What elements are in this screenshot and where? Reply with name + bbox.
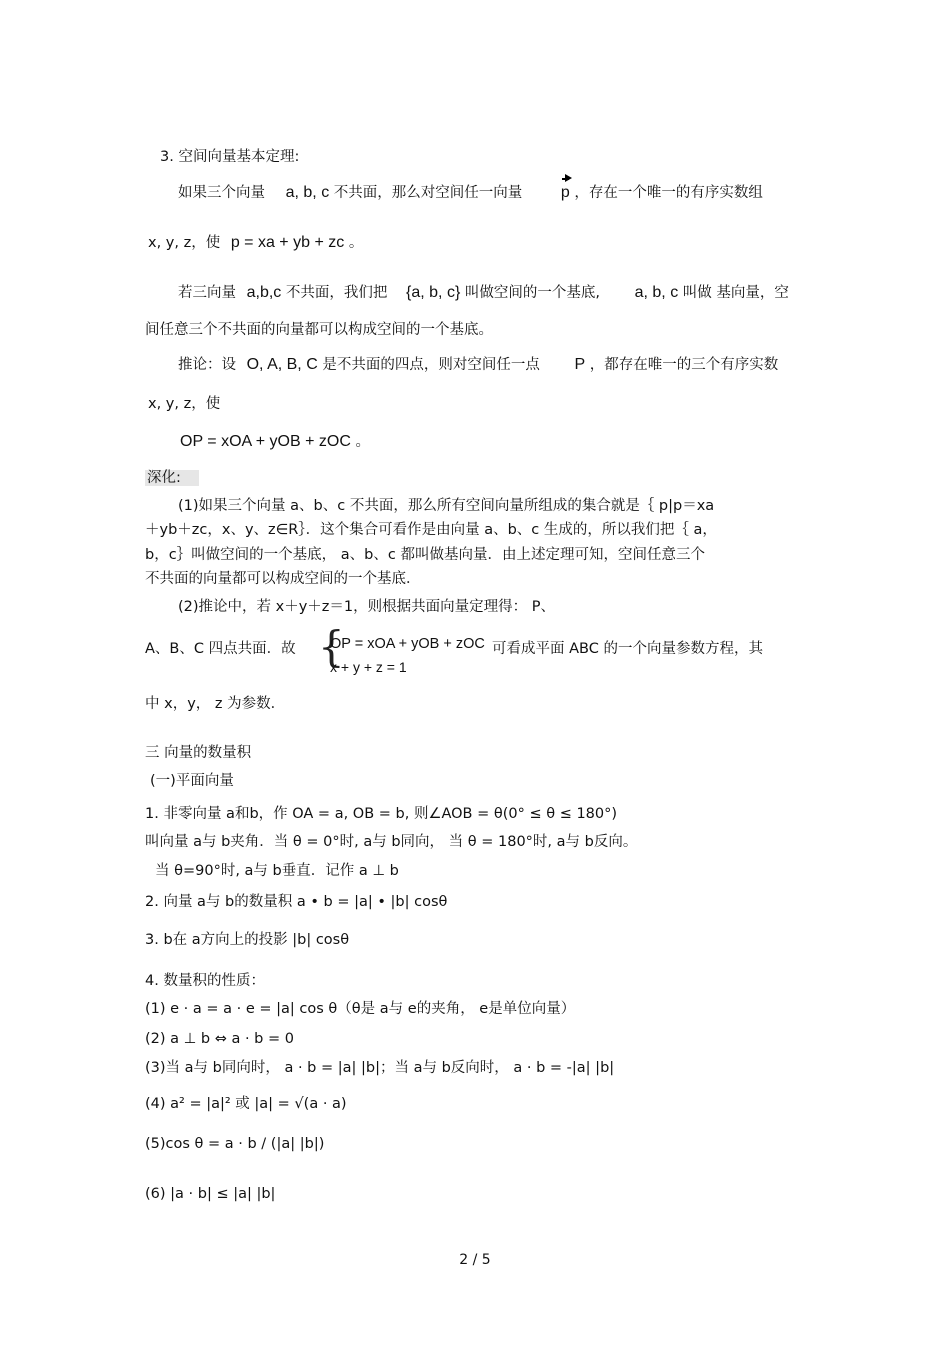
text: 若三向量 [178, 285, 236, 301]
text: 叫做空间的一个基底, [464, 285, 600, 301]
theorem-line-1 [178, 183, 763, 203]
vector-abc: a,b,c [246, 284, 282, 301]
text: 是不共面的四点，则对空间任一点 [322, 357, 540, 373]
text: 推论：设 [178, 357, 236, 373]
point-p: P [574, 356, 586, 373]
item-3: 3. b在 a方向上的投影 |b| cosθ [145, 932, 350, 948]
prop-6: (6) |a · b| ≤ |a| |b| [145, 1186, 276, 1202]
deepen-p2-line-3: 中 x，y， z 为参数． [145, 696, 286, 712]
deepen-label [145, 468, 199, 488]
system-brace: { [318, 622, 345, 671]
prop-4: (4) a² = |a|² 或 |a| = √(a · a) [145, 1096, 347, 1112]
vector-abc: a, b, c [285, 184, 330, 201]
points: O, A, B, C [246, 356, 318, 373]
text: 。 [355, 434, 370, 450]
item-1b: 叫向量 a与 b夹角．当 θ = 0°时, a与 b同向， 当 θ = 180°时, a与 b反向。 [145, 834, 638, 850]
text: x, y, z，使 [148, 235, 221, 251]
text: 叫做 基向量，空 [682, 285, 789, 301]
theorem-title: 3. 空间向量基本定理: [160, 149, 300, 165]
vector-abc: a, b, c [634, 284, 679, 301]
subsection-title: (一)平面向量 [150, 773, 234, 789]
text: ，都存在唯一的三个有序实数 [589, 357, 779, 373]
corollary-line-2: x, y, z，使 [148, 396, 221, 412]
theorem-line-2 [148, 233, 363, 253]
text: 如果三个向量 [178, 185, 265, 201]
text: 不共面，我们把 [285, 285, 388, 301]
text: 不共面，那么对空间任一向量 [333, 185, 523, 201]
props-title: 4. 数量积的性质： [145, 973, 265, 989]
text: ，存在一个唯一的有序实数组 [574, 185, 763, 201]
deepen-p2-line-1: (2)推论中，若 x＋y＋z＝1，则根据共面向量定理得： P、 [178, 599, 555, 615]
corollary-line [178, 355, 778, 375]
deepen-p2-line-2b: 可看成平面 ABC 的一个向量参数方程，其 [492, 641, 763, 657]
vector-p: p [560, 184, 570, 201]
item-2: 2. 向量 a与 b的数量积 a • b = |a| • |b| cosθ [145, 894, 448, 910]
deepen-p1-line-2: ＋yb＋zc，x、y、z∈R｝．这个集合可看作是由向量 a、b、c 生成的，所以我们把｛ a， [145, 522, 717, 538]
prop-3: (3)当 a与 b同向时， a · b = |a| |b|；当 a与 b反向时， a · b = -|a| |b| [145, 1060, 615, 1076]
prop-2: (2) a ⊥ b ⇔ a · b = 0 [145, 1031, 294, 1047]
section-title: 三 向量的数量积 [145, 745, 252, 761]
item-1: 1. 非零向量 a和b，作 OA = a, OB = b, 则∠AOB = θ(0° ≤ θ ≤ 180°) [145, 806, 618, 822]
deepen-p1-line-3: b，c｝叫做空间的一个基底， a、b、c 都叫做基向量．由上述定理可知，空间任意三个 [145, 547, 705, 563]
deepen-highlight: 深化: [145, 470, 199, 486]
text: 。 [348, 235, 364, 251]
system-equation-1: OP = xOA + yOB + zOC [330, 636, 485, 652]
theorem-line-3 [178, 283, 789, 303]
theorem-line-4: 间任意三个不共面的向量都可以构成空间的一个基底。 [145, 322, 493, 338]
corollary-equation [180, 432, 370, 452]
page-number: 2 / 5 [459, 1252, 491, 1268]
deepen-p1-line-1: (1)如果三个向量 a、b、c 不共面，那么所有空间向量所组成的集合就是｛ p|p＝xa [178, 498, 715, 514]
prop-1: (1) e · a = a · e = |a| cos θ（θ是 a与 e的夹角， e是单位向量） [145, 1001, 576, 1017]
prop-5: (5)cos θ = a · b / (|a| |b|) [145, 1136, 325, 1152]
equation-op: OP = xOA + yOB + zOC [180, 433, 351, 450]
deepen-p1-line-4: 不共面的向量都可以构成空间的一个基底． [145, 571, 421, 587]
basis-set: {a, b, c} [406, 284, 461, 301]
deepen-p2-line-2a: A、B、C 四点共面．故 [145, 641, 296, 657]
equation-p: p = xa + yb + zc [230, 234, 345, 251]
item-1c: 当 θ=90°时, a与 b垂直．记作 a ⊥ b [155, 863, 399, 879]
system-equation-2: x + y + z = 1 [330, 659, 407, 675]
